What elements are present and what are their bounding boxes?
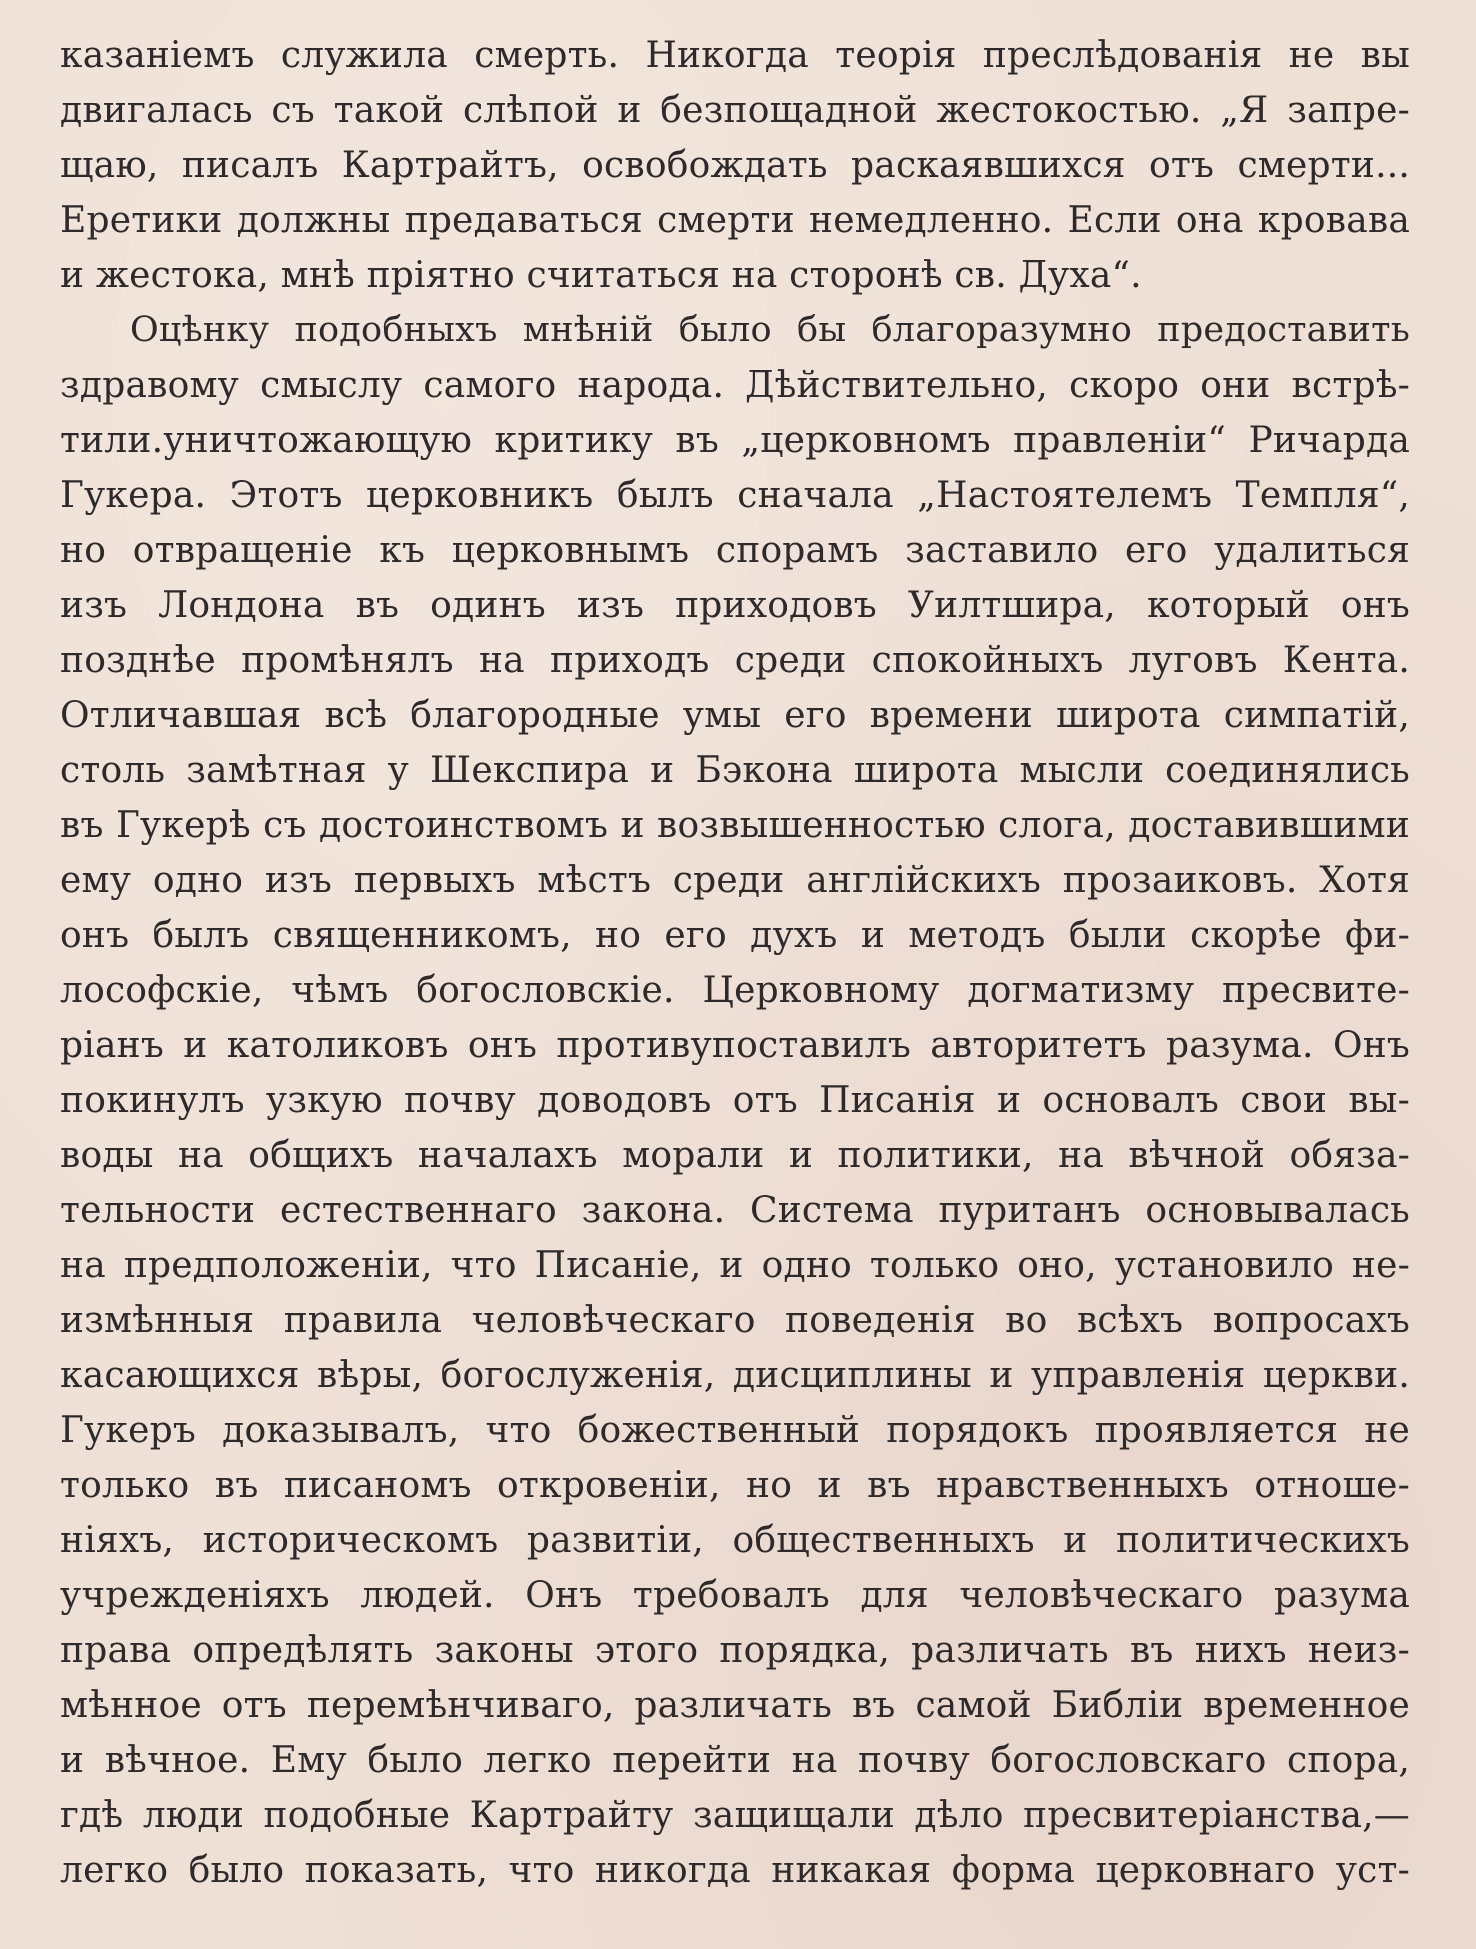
text-line: лософскіе, чѣмъ богословскіе. Церковному догматизму пресвите- (60, 970, 1410, 1011)
text-line: онъ былъ священникомъ, но его духъ и методъ были скорѣе фи- (60, 915, 1410, 956)
text-line: здравому смыслу самого народа. Дѣйствительно, скоро они встрѣ- (60, 365, 1410, 406)
text-line: ріанъ и католиковъ онъ противупоставилъ авторитетъ разума. Онъ (60, 1025, 1410, 1066)
text-line: касающихся вѣры, богослуженія, дисциплины и управленія церкви. (60, 1355, 1410, 1396)
text-line: только въ писаномъ откровеніи, но и въ нравственныхъ отноше- (60, 1465, 1410, 1506)
page-text (60, 28, 1410, 1898)
text-line: тельности естественнаго закона. Система пуританъ основывалась (60, 1190, 1410, 1231)
text-line: и жестока, мнѣ пріятно считаться на сторонѣ св. Духа“. (60, 255, 1142, 296)
text-line: Оцѣнку подобныхъ мнѣній было бы благоразумно предоставить (130, 310, 1410, 350)
text-line: столь замѣтная у Шекспира и Бэкона широта мысли соединялись (60, 750, 1410, 791)
text-line: Отличавшая всѣ благородные умы его времени широта симпатій, (60, 695, 1410, 736)
text-line: двигалась съ такой слѣпой и безпощадной жестокостью. „Я запре- (60, 90, 1410, 131)
text-line: въ Гукерѣ съ достоинствомъ и возвышенностью слога, доставившими (60, 805, 1410, 846)
text-line: мѣнное отъ перемѣнчиваго, различать въ самой Библіи временное (60, 1685, 1410, 1726)
text-line: легко было показать, что никогда никакая форма церковнаго уст- (60, 1850, 1410, 1891)
text-line: Гукера. Этотъ церковникъ былъ сначала „Настоятелемъ Темпля“, (60, 475, 1410, 516)
text-line: на предположеніи, что Писаніе, и одно только оно, установило не- (60, 1245, 1410, 1286)
text-line: покинулъ узкую почву доводовъ отъ Писанія и основалъ свои вы- (60, 1080, 1410, 1121)
text-line: щаю, писалъ Картрайтъ, освобождать раскаявшихся отъ смерти... (60, 145, 1410, 186)
text-line: тили.уничтожающую критику въ „церковномъ правленіи“ Ричарда (60, 420, 1410, 461)
text-line: ніяхъ, историческомъ развитіи, общественныхъ и политическихъ (60, 1520, 1410, 1561)
paragraph (60, 303, 1410, 1898)
text-line: измѣнныя правила человѣческаго поведенія во всѣхъ вопросахъ (60, 1300, 1410, 1341)
text-line: и вѣчное. Ему было легко перейти на почву богословскаго спора, (60, 1740, 1410, 1781)
text-line: учрежденіяхъ людей. Онъ требовалъ для человѣческаго разума (60, 1575, 1410, 1616)
text-line: гдѣ люди подобные Картрайту защищали дѣло пресвитеріанства,— (60, 1795, 1410, 1836)
text-line: Гукеръ доказывалъ, что божественный порядокъ проявляется не (60, 1410, 1410, 1451)
text-line: но отвращеніе къ церковнымъ спорамъ заставило его удалиться (60, 530, 1410, 571)
text-line: позднѣе промѣнялъ на приходъ среди спокойныхъ луговъ Кента. (60, 640, 1410, 681)
text-line: казаніемъ служила смерть. Никогда теорія преслѣдованія не вы (60, 35, 1410, 76)
text-line: права опредѣлять законы этого порядка, различать въ нихъ неиз- (60, 1630, 1410, 1671)
text-line: ему одно изъ первыхъ мѣстъ среди англійскихъ прозаиковъ. Хотя (60, 860, 1410, 901)
text-line: изъ Лондона въ одинъ изъ приходовъ Уилтшира, который онъ (60, 585, 1410, 626)
text-line: Еретики должны предаваться смерти немедленно. Если она кровава (60, 200, 1410, 241)
text-line: воды на общихъ началахъ морали и политики, на вѣчной обяза- (60, 1135, 1410, 1176)
paragraph (60, 28, 1410, 303)
